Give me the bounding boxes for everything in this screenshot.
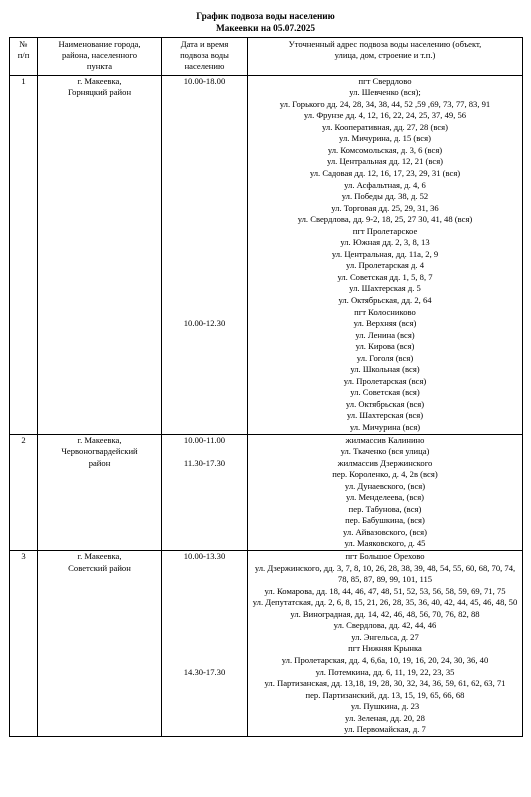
table-row (10, 551, 523, 737)
locality-line: г. Макеевка, (77, 551, 122, 562)
address-line: ул. Комсомольская, д. 3, 6 (вся) (327, 144, 443, 155)
header-number: № п/п (10, 38, 38, 76)
address-line: ул. Дзержинского, дд. 3, 7, 8, 10, 26, 28, 38, 39, 48, 54, 55, 60, 68, 70, 74, 78, 85, 87, 89, 99, 101, 115 (254, 562, 516, 585)
address-line: ул. Южная дд. 2, 3, 8, 13 (340, 237, 430, 248)
address-line: ул. Октябрьская (вся) (345, 398, 425, 409)
header-locality: Наименование города, района, населенного пункта (38, 38, 162, 76)
time-slot-1: 10.00-13.30 (183, 551, 226, 562)
address-line: ул. Верхняя (вся) (353, 318, 417, 329)
locality-line: район (88, 457, 111, 468)
header-datetime: Дата и время подвоза воды населению (162, 38, 248, 76)
address-line: ул. Пролетарская д. 4 (345, 260, 424, 271)
address-line: ул. Мичурина (вся) (349, 422, 421, 433)
address-line: ул. Пушкина, д. 23 (350, 701, 420, 712)
address-line: ул. Шахтерская (вся) (346, 410, 424, 421)
address-line: ул. Горького дд. 24, 28, 34, 38, 44, 52 ,59 ,69, 73, 77, 83, 91 (279, 98, 491, 109)
row-number: 3 (10, 551, 38, 737)
address-line: ул. Ленина (вся) (355, 329, 415, 340)
row-delivery-time (162, 551, 248, 737)
address-line: ул. Зеленая, дд. 20, 28 (345, 712, 425, 723)
address-line: ул. Шахтерская д. 5 (349, 283, 421, 294)
address-line: ул. Маяковского, д. 45 (344, 538, 426, 549)
time-slot-2: 10.00-12.30 (183, 318, 226, 329)
document-title (9, 12, 522, 35)
address-line: ул. Партизанская, дд. 13,18, 19, 28, 30, 32, 34, 36, 59, 61, 62, 63, 71 (264, 678, 506, 689)
time-slot-1: 10.00-11.00 (183, 434, 226, 445)
address-line: ул. Кирова (вся) (355, 341, 415, 352)
address-line: ул. Дунаевского, (вся) (344, 480, 426, 491)
address-line: ул. Фрунзе дд. 4, 12, 16, 22, 24, 25, 37, 49, 56 (303, 110, 467, 121)
table-header-row (10, 38, 523, 76)
locality-line: Червоногвардейский (61, 446, 138, 457)
address-line: ул. Октябрьская, дд. 2, 64 (338, 295, 432, 305)
address-line: ул. Пролетарская, дд. 4, 6,6а, 10, 19, 16, 20, 24, 30, 36, 40 (281, 654, 489, 665)
address-line: ул. Кооперативная, дд. 27, 28 (вся) (322, 121, 448, 132)
row-locality (38, 434, 162, 550)
locality-line: г. Макеевка, (77, 434, 122, 445)
address-line: ул. Ткаченко (вся улица) (340, 446, 430, 457)
address-line: ул. Менделеева, (вся) (345, 492, 425, 503)
address-line: пгт Пролетарское (352, 225, 418, 236)
header-address: Уточненный адрес подвоза воды населению (объект, улица, дом, строение и т.п.) (248, 38, 523, 76)
address-line: пгт Нижняя Крынка (348, 643, 422, 654)
row-addresses (248, 75, 523, 434)
time-slot-2: 14.30-17.30 (183, 666, 226, 677)
address-line: ул. Советская дд. 1, 5, 8, 7 (337, 271, 433, 282)
address-line: ул. Комарова, дд. 18, 44, 46, 47, 48, 51, 52, 53, 56, 58, 59, 69, 71, 75 (264, 585, 506, 596)
time-slot-1: 10.00-18.00 (183, 75, 226, 86)
address-line: пер. Бабушкина, (вся) (345, 515, 425, 526)
address-line: ул. Шевченко (вся); (349, 87, 421, 98)
row-locality (38, 75, 162, 434)
address-line: ул. Свердлова, дд. 9-2, 18, 25, 27 30, 41, 48 (вся) (297, 214, 473, 225)
address-line: ул. Свердлова, дд. 42, 44, 46 (333, 620, 437, 631)
row-number: 2 (10, 434, 38, 550)
address-line: ул. Торговая дд. 25, 29, 31, 36 (331, 202, 439, 213)
address-line: ул. Садовая дд. 12, 16, 17, 23, 29, 31 (вся) (309, 167, 461, 178)
address-line: ул. Победы дд. 38, д. 52 (341, 191, 429, 202)
address-line: пгт Большое Орехово (345, 551, 425, 562)
time-slot-2: 11.30-17.30 (183, 457, 226, 468)
address-line: ул. Айвазовского, (вся) (343, 526, 427, 537)
address-line: ул. Первомайская, д. 7 (344, 724, 426, 735)
table-row (10, 75, 523, 434)
address-line: пгт Колосниково (354, 306, 416, 317)
locality-line: г. Макеевка, (77, 75, 122, 86)
address-line: ул. Гоголя (вся) (356, 352, 414, 363)
row-delivery-time (162, 434, 248, 550)
address-line: ул. Потемкина, дд. 6, 11, 19, 22, 23, 35 (315, 666, 455, 677)
title-line-1: График подвоза воды населению (196, 12, 335, 22)
address-line: ул. Школьная (вся) (350, 364, 420, 375)
address-line: ул. Энгельса, д. 27 (351, 631, 419, 642)
address-line: ул. Мичурина, д. 15 (вся) (339, 133, 431, 144)
address-line: пер. Короленко, д. 4, 2в (вся) (332, 469, 438, 480)
row-number: 1 (10, 75, 38, 434)
address-line: пер. Табунова, (вся) (348, 503, 422, 514)
water-delivery-table (9, 37, 523, 737)
locality-line: Советский район (68, 562, 131, 573)
address-line: пгт Свердлово (358, 75, 412, 86)
address-line: ул. Советская (вся) (350, 387, 420, 398)
address-line: ул. Депутатская, дд. 2, 6, 8, 15, 21, 26, 28, 35, 36, 40, 42, 44, 45, 46, 48, 50 (252, 597, 518, 608)
address-line: ул. Центральная, дд. 11а, 2, 9 (331, 248, 439, 259)
row-addresses (248, 551, 523, 737)
row-delivery-time (162, 75, 248, 434)
address-line: жилмассив Калинино (345, 434, 425, 445)
address-line: пер. Партизанский, дд. 13, 15, 19, 65, 66, 68 (305, 689, 465, 700)
row-addresses (248, 434, 523, 550)
address-line: ул. Центральная дд. 12, 21 (вся) (326, 156, 444, 167)
address-line: ул. Виноградная, дд. 14, 42, 46, 48, 56, 70, 76, 82, 88 (290, 608, 480, 619)
locality-line: Горняцкий район (67, 87, 132, 98)
row-locality (38, 551, 162, 737)
address-line: ул. Асфальтная, д. 4, 6 (344, 179, 426, 190)
address-line: ул. Пролетарская (вся) (343, 375, 427, 386)
address-line: жилмассив Дзержинского (337, 457, 433, 468)
title-line-2: Макеевки на 05.07.2025 (215, 23, 316, 34)
table-row (10, 434, 523, 550)
